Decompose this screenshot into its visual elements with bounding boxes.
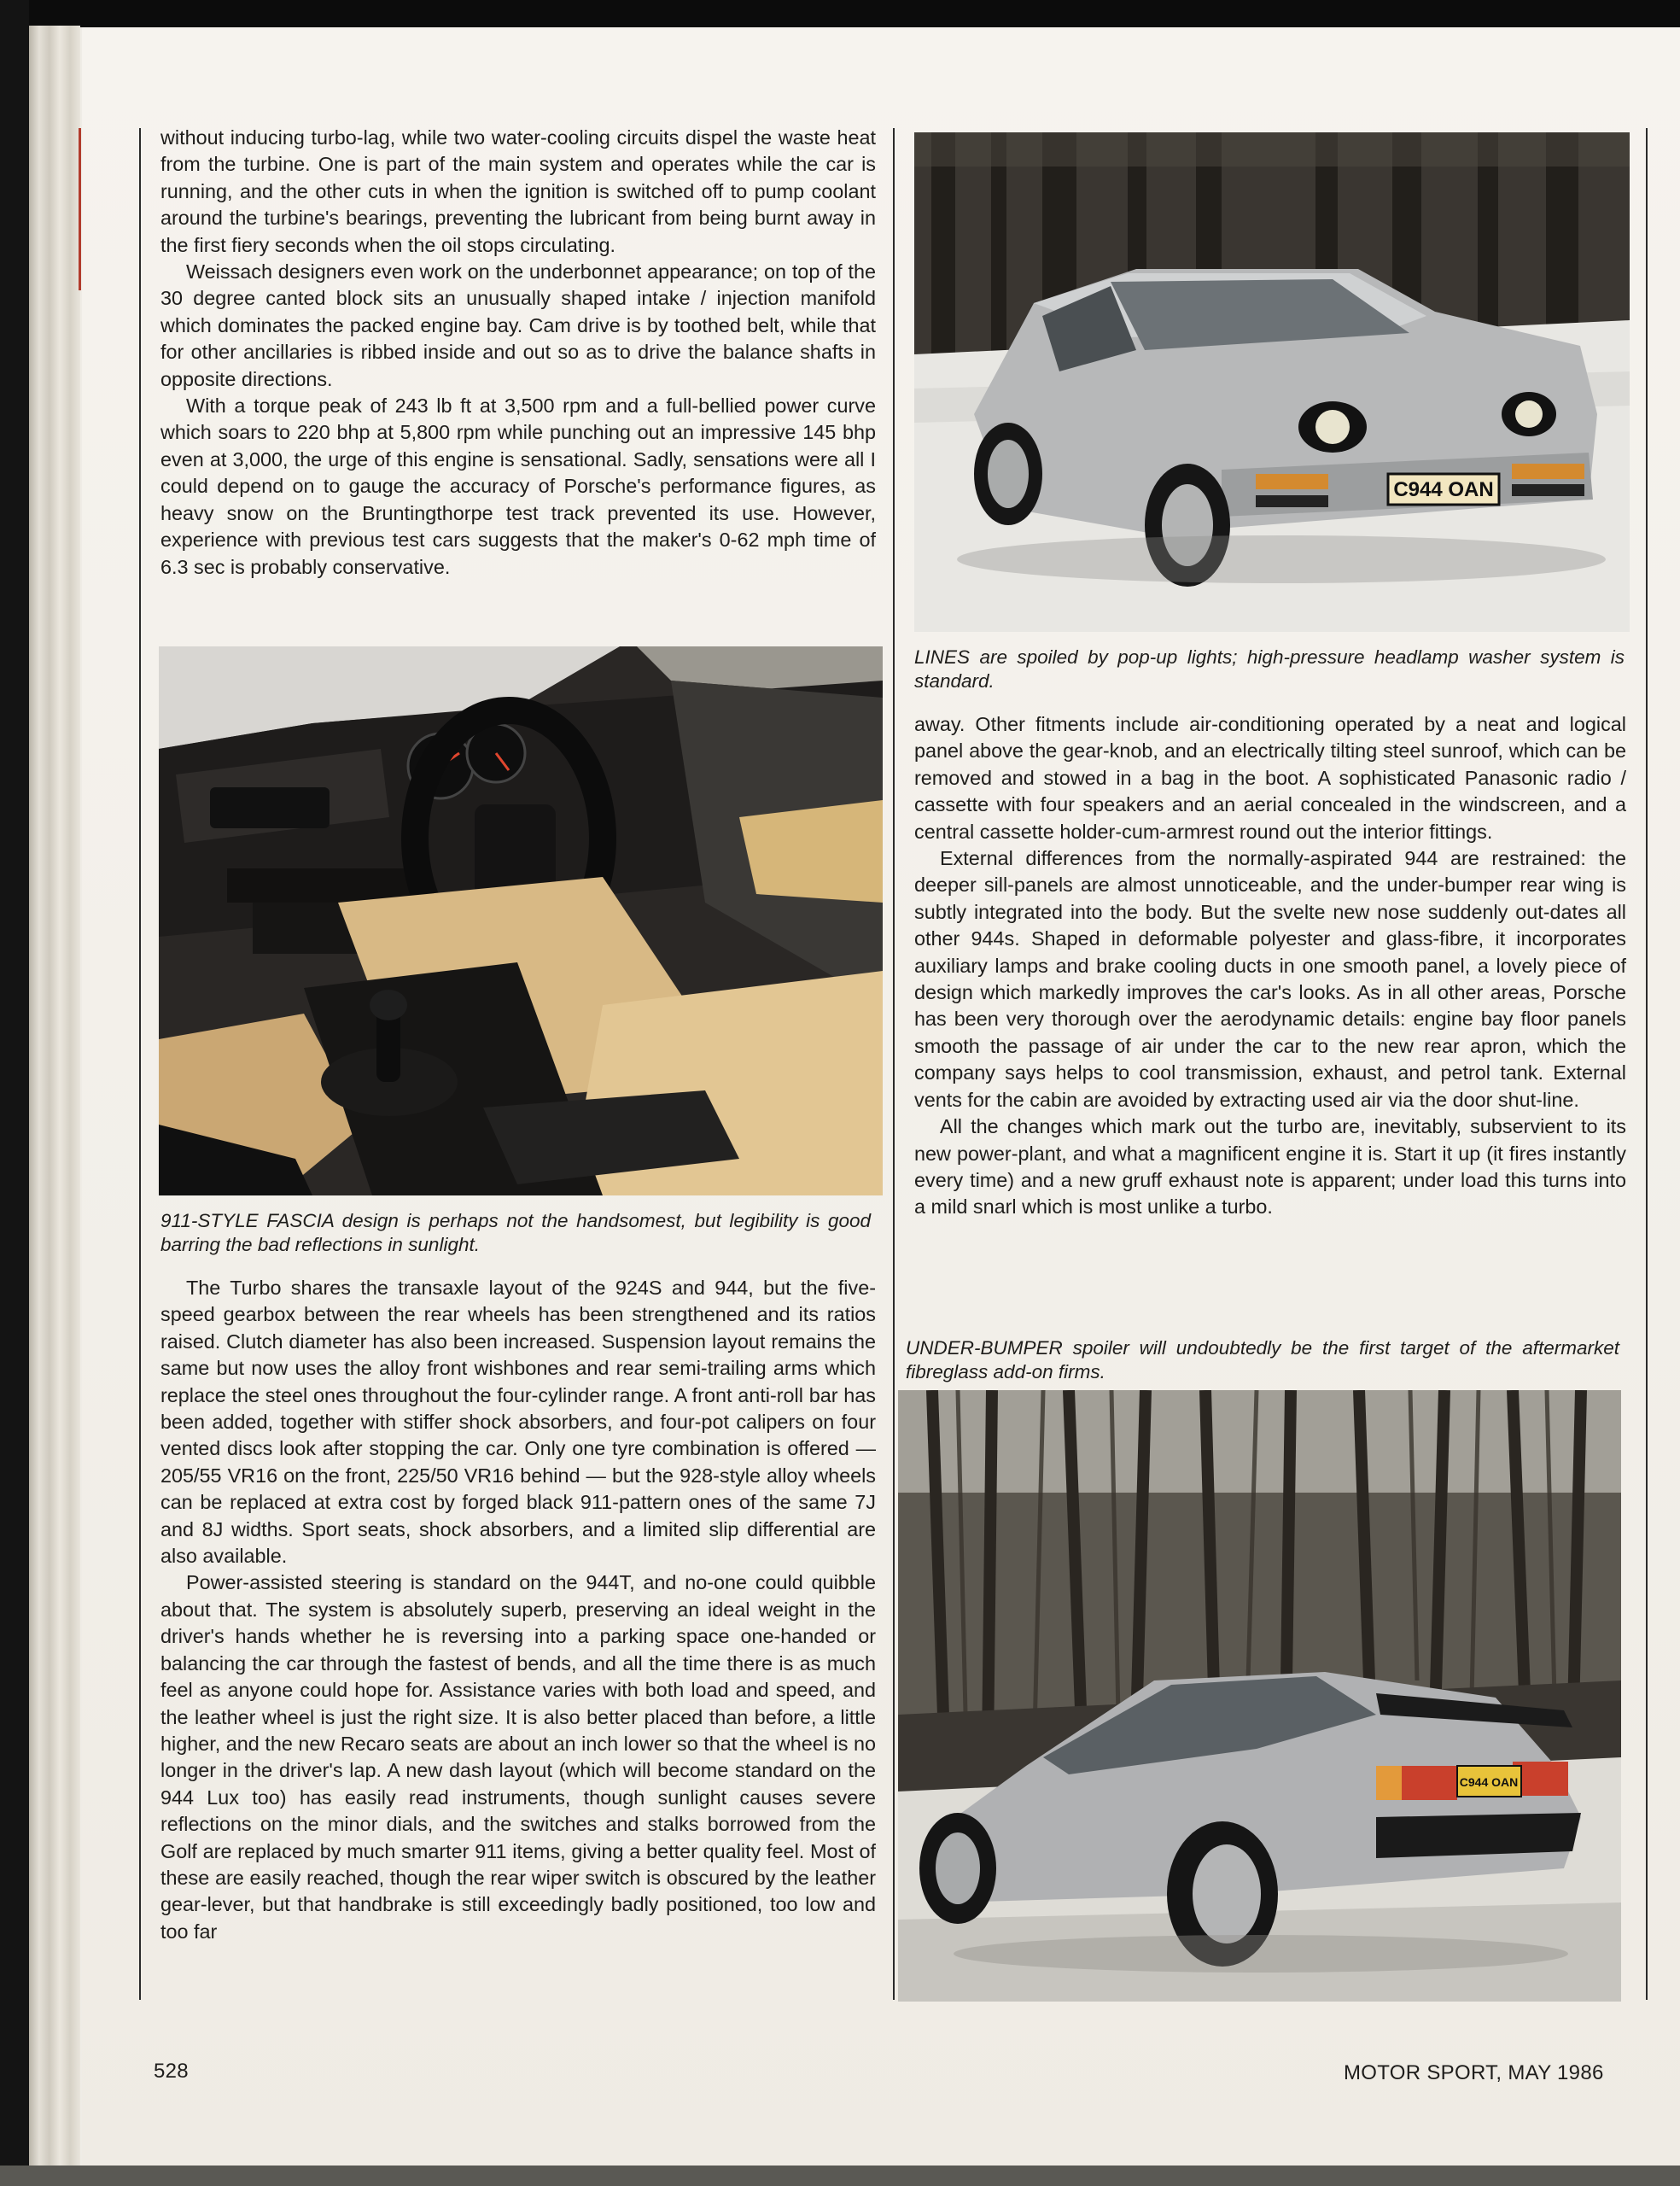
scan-top-edge — [0, 0, 1680, 27]
paragraph: Power-assisted steering is standard on the 944T, and no-one could quibble about that. The system is absolutely superb, preserving an ideal weight in the driver's hands whether he is reversing into a parking space one-handed or balancing the car through the fastest of bends, and all the time there is as much feel as anyone could hope for. Assistance varies with both load and speed, and the leather wheel is just the right size. It is also better placed than before, a little higher, and the new Recaro seats are about an inch lower so that the wheel is no longer in the driver's lap. A new dash layout (which will become standard on the 944 Lux too) has easily read instruments, though sunlight causes severe reflections on the minor dials, and the switches and stalks borrowed from the Golf are replaced by much smarter 911 items, giving a better quality feel. Most of these are easily reached, though the rear wiper switch is obscured by the leather gear-lever, but that handbrake is still exceedingly badly positioned, too low and too far — [160, 1571, 876, 1943]
book-spine — [29, 26, 80, 2177]
rear-number-plate: C944 OAN — [1459, 1775, 1519, 1789]
front-number-plate: C944 OAN — [1393, 478, 1494, 501]
rear-car-photo — [898, 1390, 1621, 2002]
spine-mark — [79, 128, 81, 290]
paragraph: With a torque peak of 243 lb ft at 3,500 rpm and a full-bellied power curve which soars to 220 bhp at 5,800 rpm while punching out an impressive 145 bhp even at 3,000, the urge of this engine is sensational. Sadly, sensations were all I could depend on to gauge the accuracy of Porsche's performance figures, as heavy snow on the Bruntingthorpe test track prevented its use. However, experience with previous test cars suggests that the maker's 0-62 mph time of 6.3 sec is probably conservative. — [160, 395, 876, 578]
paragraph: All the changes which mark out the turbo are, inevitably, subservient to its new power-plant, and what a magnificent engine it is. Start it up (it fires instantly every time) and a new gruff exhaust note is apparent; under load this turns into a mild snarl which is most unlike a turbo. — [914, 1115, 1626, 1219]
scan-bottom-edge — [0, 2166, 1680, 2186]
left-column-text-top — [160, 125, 876, 581]
right-column-rule — [1646, 128, 1648, 2000]
scan-left-edge — [0, 0, 29, 2186]
publication-line: MOTOR SPORT, MAY 1986 — [1344, 2061, 1604, 2084]
paragraph: External differences from the normally-aspirated 944 are restrained: the deeper sill-panels are almost unnoticeable, and the under-bumper rear wing is subtly integrated into the body. But the svelte new nose suddenly out-dates all other 944s. Shaped in deformable polyester and glass-fibre, it incorporates auxiliary lamps and brake cooling ducts in one smooth panel, a lovely piece of design which markedly improves the car's looks. As in all other areas, Porsche has been very thorough over the aerodynamic details: engine bay floor panels smooth the passage of air under the car to the new rear apron, which the company says helps to cool transmission, exhaust, and petrol tank. External vents for the cabin are avoided by extracting used air via the door shut-line. — [914, 847, 1626, 1111]
page-number: 528 — [154, 2060, 189, 2083]
interior-caption: 911-STYLE FASCIA design is perhaps not the handsomest, but legibility is good barring the bad reflections in sunlight. — [160, 1210, 871, 1255]
paragraph: The Turbo shares the transaxle layout of the 924S and 944, but the five-speed gearbox between the rear wheels has been strengthened and its ratios raised. Clutch diameter has also been increased. Suspension layout remains the same but now uses the alloy front wishbones and rear semi-trailing arms which replace the steel ones throughout the four-cylinder range. A front anti-roll bar has been added, together with stiffer shock absorbers, and four-pot calipers on four vented discs look after stopping the car. Only one tyre combination is offered — 205/55 VR16 on the front, 225/50 VR16 behind — but the 928-style alloy wheels can be replaced at extra cost by forged black 911-pattern ones of the same 7J and 8J widths. Sport seats, shock absorbers, and a limited slip differential are also available. — [160, 1277, 876, 1568]
interior-photo — [159, 646, 883, 1195]
left-column-text-bottom — [160, 1275, 876, 1945]
paragraph: away. Other fitments include air-conditioning operated by a neat and logical panel above the gear-knob, and an electrically tilting steel sunroof, which can be removed and stowed in a bag in the boot. A sophisticated Panasonic radio / cassette with four speakers and an aerial concealed in the windscreen, and a central cassette holder-cum-armrest round out the interior fittings. — [914, 713, 1626, 843]
left-column-rule — [139, 128, 141, 2000]
center-column-rule — [893, 128, 895, 2000]
rear-photo-caption: UNDER-BUMPER spoiler will undoubtedly be the first target of the aftermarket fibreglass add-on firms. — [906, 1337, 1619, 1382]
paragraph: without inducing turbo-lag, while two water-cooling circuits dispel the waste heat from the turbine. One is part of the main system and operates while the car is running, and the other cuts in when the ignition is switched off to pump coolant around the turbine's bearings, preventing the lubricant from being burnt away in the first fiery seconds when the oil stops circulating. — [160, 126, 876, 256]
paragraph: Weissach designers even work on the underbonnet appearance; on top of the 30 degree canted block sits an unusually shaped intake / injection manifold which dominates the packed engine bay. Cam drive is by toothed belt, while that for other ancillaries is ribbed inside and out so as to drive the balance shafts in opposite directions. — [160, 260, 876, 390]
front-photo-caption: LINES are spoiled by pop-up lights; high-pressure headlamp washer system is standard. — [914, 646, 1625, 692]
front-car-photo — [914, 132, 1630, 632]
right-column-text — [914, 711, 1626, 1221]
